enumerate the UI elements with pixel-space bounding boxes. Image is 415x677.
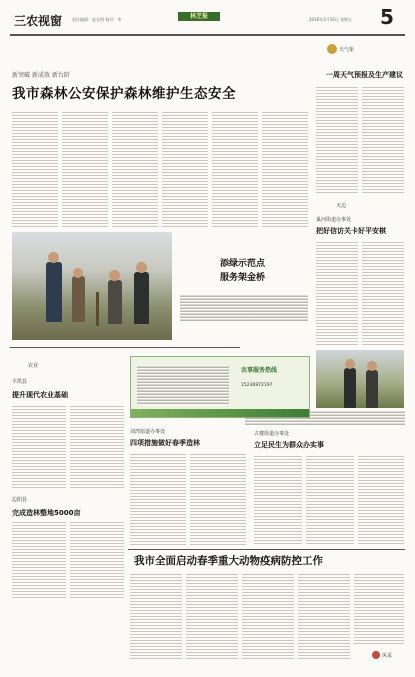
photo-person-head <box>73 268 83 278</box>
ad-title: 农事服务热线 <box>241 367 278 374</box>
photo-sapling <box>96 292 99 326</box>
small-col-subhead: 边阳县 <box>12 497 28 503</box>
weather-body-col-2 <box>362 85 404 195</box>
agri-subhead: 平凯县 <box>12 379 28 385</box>
right-low-headline: 立足民生为群众办实事 <box>254 441 324 449</box>
footer-tag-label: 风采 <box>382 653 393 659</box>
masthead-meta: 责任编辑：赵长明 校对：李 <box>72 17 122 22</box>
middle-body-col-2 <box>190 452 246 546</box>
tianbian-headline: 把好信访关卡好平安棋 <box>316 227 386 235</box>
agri-headline: 提升现代农业基础 <box>12 391 68 399</box>
right-photo <box>316 350 404 408</box>
lead-headline: 我市森林公安保护森林维护生态安全 <box>12 86 236 102</box>
page-number: 5 <box>380 5 394 29</box>
lead-body-col-4 <box>162 110 208 228</box>
photo-person <box>108 280 122 324</box>
photo-person <box>72 276 85 322</box>
agri-body-col-2 <box>70 404 124 490</box>
photo-person <box>134 272 149 324</box>
bottom-body-col-5 <box>354 572 404 646</box>
lead-photo <box>12 232 172 340</box>
lead-body-col-2 <box>62 110 108 228</box>
footer-tag-mark <box>372 651 380 659</box>
agri-body-col-1 <box>12 404 66 490</box>
tianbian-tag-label: 天边 <box>336 203 347 209</box>
bottom-body-col-3 <box>242 572 294 660</box>
masthead-rule <box>10 34 405 36</box>
middle-body-col-1 <box>130 452 186 546</box>
middle-subhead: 刘湾街道办事处 <box>130 429 166 435</box>
bottom-body-col-1 <box>130 572 182 660</box>
ad-banner <box>130 356 310 418</box>
slogan-line-2: 服务架金桥 <box>220 273 266 283</box>
slogan-caption <box>180 294 308 322</box>
lead-body-col-6 <box>262 110 308 228</box>
slogan-line-1: 添绿示范点 <box>220 259 266 269</box>
small-col-body-2 <box>70 520 124 600</box>
lead-body-col-5 <box>212 110 258 228</box>
photo-person-head <box>48 252 59 263</box>
photo-person <box>46 262 62 322</box>
weather-tag-circle <box>327 44 337 54</box>
tianbian-subhead: 巢河街道办事处 <box>316 217 352 223</box>
right-low-body-col-2 <box>306 454 354 546</box>
masthead <box>0 0 415 38</box>
section-title: 三农视窗 <box>14 14 63 28</box>
weather-headline: 一周天气预报及生产建议 <box>326 71 403 79</box>
footer-tag <box>372 650 402 660</box>
tianbian-body-col-1 <box>316 240 358 346</box>
right-low-body-col-1 <box>254 454 302 546</box>
ad-phone: 15236972197 <box>241 383 273 388</box>
masthead-logo: 林芝报 <box>178 12 220 21</box>
lead-body-col-3 <box>112 110 158 228</box>
photo-person-head <box>367 361 377 371</box>
bottom-headline: 我市全面启动春季重大动物疫病防控工作 <box>134 555 323 567</box>
masthead-date: 2018年3月16日 星期五 <box>309 17 353 22</box>
slogan-box <box>180 236 308 324</box>
ad-text <box>137 365 229 405</box>
bottom-rule <box>128 549 405 550</box>
middle-headline: 四项措施做好春季造林 <box>130 439 200 447</box>
weather-tag <box>327 44 357 54</box>
agri-tag-label: 农业 <box>28 363 39 369</box>
small-col-headline: 完成造林整地5000亩 <box>12 509 81 517</box>
right-low-subhead: 古楼街道办事处 <box>254 431 290 437</box>
ad-leaf-stripe <box>131 409 309 417</box>
bottom-body-col-2 <box>186 572 238 660</box>
weather-body-col-1 <box>316 85 358 195</box>
bottom-body-col-4 <box>298 572 350 660</box>
photo-person <box>366 370 378 408</box>
section-rule <box>10 347 240 348</box>
right-low-body-col-3 <box>358 454 404 546</box>
weather-tag-label: 天气象 <box>339 47 355 53</box>
lead-kicker: 新突破 新成效 新台阶 <box>12 72 70 79</box>
lead-body-col-1 <box>12 110 58 228</box>
photo-person-head <box>345 359 355 369</box>
small-col-body-1 <box>12 520 66 600</box>
tianbian-body-col-2 <box>362 240 404 346</box>
photo-person <box>344 368 356 408</box>
photo-person-head <box>109 270 120 281</box>
photo-person-head <box>136 262 147 273</box>
